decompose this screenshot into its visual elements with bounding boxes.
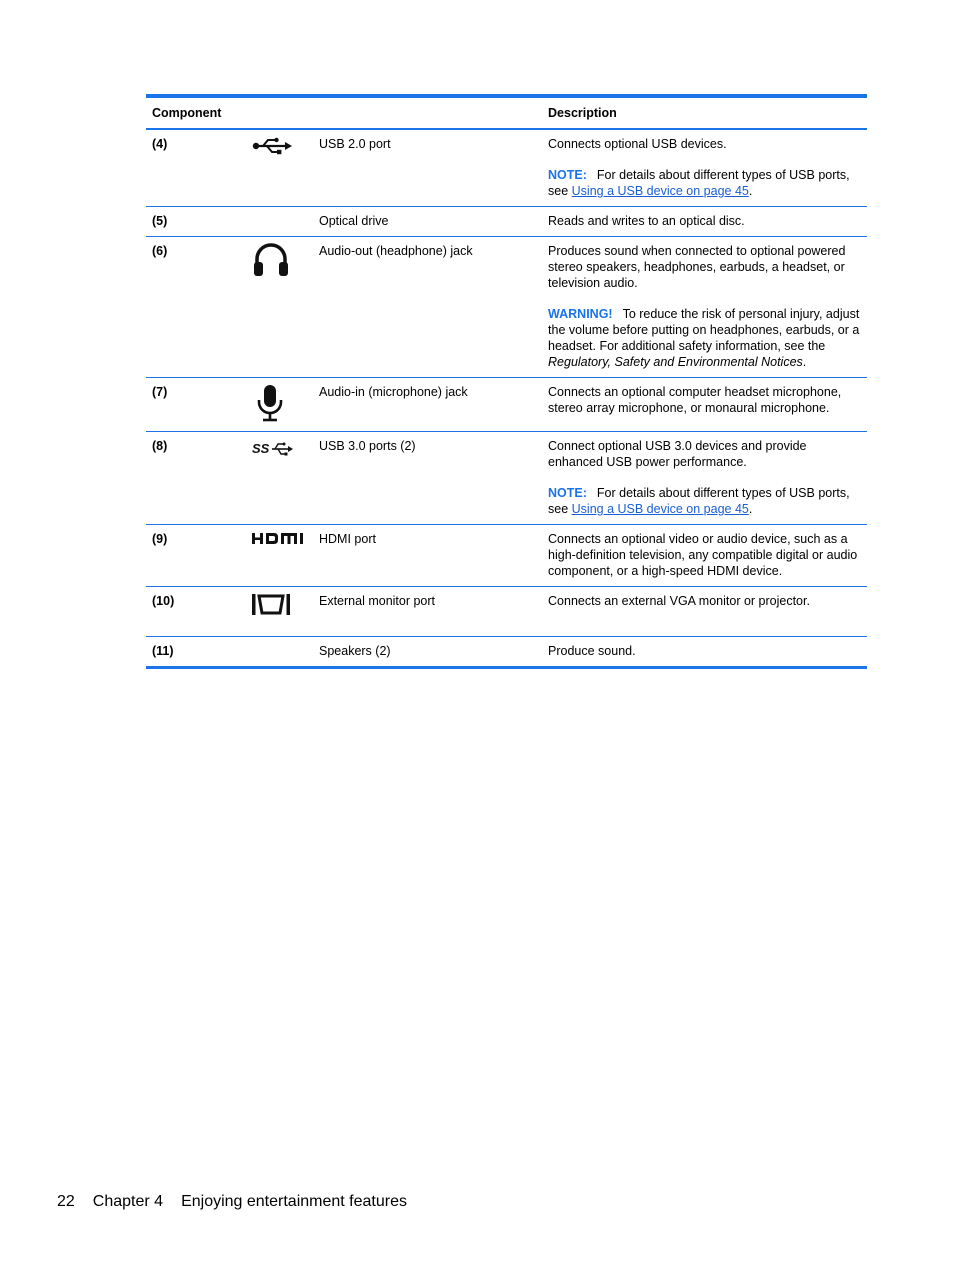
table-header-row (146, 96, 867, 129)
chapter-title: Enjoying entertainment features (181, 1193, 407, 1210)
component-description: Produce sound. (548, 644, 636, 658)
table-row (146, 129, 867, 207)
svg-text:SS: SS (252, 441, 270, 456)
component-number: (5) (152, 214, 168, 228)
component-description (542, 129, 867, 207)
component-description (542, 432, 867, 525)
icon-cell (234, 237, 313, 378)
component-number: (10) (152, 594, 175, 608)
component-number: (4) (152, 137, 168, 151)
icon-cell (234, 378, 313, 432)
component-name: USB 2.0 port (319, 137, 391, 151)
icon-cell (234, 587, 313, 637)
component-name: USB 3.0 ports (2) (319, 439, 416, 453)
table-row (146, 378, 867, 432)
component-description: Connects an optional computer headset microphone, stereo array microphone, or monaural microphone. (548, 385, 842, 415)
description-text: Produces sound when connected to optional powered stereo speakers, headphones, earbuds, a headset, or television audio. (548, 244, 846, 290)
note-text: For details about different types of USB ports, see (548, 486, 850, 516)
component-description: Connects an external VGA monitor or projector. (548, 594, 810, 608)
component-name: Audio-out (headphone) jack (319, 244, 473, 258)
description-text: Connects optional USB devices. (548, 137, 727, 151)
icon-cell (234, 637, 313, 668)
component-number: (11) (152, 644, 174, 658)
component-name: Optical drive (319, 214, 389, 228)
component-name: HDMI port (319, 532, 376, 546)
usb-device-link[interactable]: Using a USB device on page 45 (571, 184, 749, 198)
note-text: For details about different types of USB ports, see (548, 168, 850, 198)
component-description: Connects an optional video or audio device, such as a high-definition television, any compatible digital or audio component, or a high-speed HDMI device. (548, 532, 858, 578)
component-name: Speakers (2) (319, 644, 391, 658)
component-name: External monitor port (319, 594, 436, 608)
column-header-component: Component (152, 106, 222, 120)
icon-cell (234, 525, 313, 587)
component-number: (7) (152, 385, 168, 399)
column-header-description: Description (548, 106, 617, 120)
note (548, 485, 861, 517)
icon-cell (234, 129, 313, 207)
hdmi-icon (252, 531, 308, 547)
warning-end: . (802, 355, 807, 369)
icon-cell (234, 432, 313, 525)
warning-text: To reduce the risk of personal injury, adjust the volume before putting on headphones, earbuds, or a headset. For additional safety information, see the (548, 307, 860, 353)
component-description (542, 237, 867, 378)
note (548, 167, 861, 199)
note-label: NOTE: (548, 486, 587, 500)
table-row (146, 637, 867, 668)
microphone-icon (252, 384, 288, 424)
page-number: 22 (57, 1193, 75, 1210)
warning-document-title: Regulatory, Safety and Environmental Notices (548, 355, 803, 369)
note-end: . (748, 184, 753, 198)
usb-superspeed-icon (252, 438, 294, 458)
table-row (146, 525, 867, 587)
table-row (146, 207, 867, 237)
chapter-label: Chapter 4 (92, 1193, 164, 1210)
table-row (146, 587, 867, 637)
component-description: Reads and writes to an optical disc. (548, 214, 745, 228)
note-end: . (748, 502, 753, 516)
usb-device-link[interactable]: Using a USB device on page 45 (571, 502, 749, 516)
components-table (146, 94, 867, 669)
warning-label: WARNING! (548, 307, 613, 321)
usb-icon (252, 136, 292, 156)
description-text: Connect optional USB 3.0 devices and provide enhanced USB power performance. (548, 439, 807, 469)
vga-monitor-icon (252, 593, 290, 617)
component-number: (6) (152, 244, 168, 258)
warning (548, 306, 861, 370)
page-footer (57, 1192, 425, 1212)
icon-cell (234, 207, 313, 237)
component-number: (9) (152, 532, 168, 546)
headphone-icon (252, 243, 290, 277)
component-name: Audio-in (microphone) jack (319, 385, 468, 399)
note-label: NOTE: (548, 168, 587, 182)
table-row (146, 237, 867, 378)
table-row (146, 432, 867, 525)
component-number: (8) (152, 439, 168, 453)
